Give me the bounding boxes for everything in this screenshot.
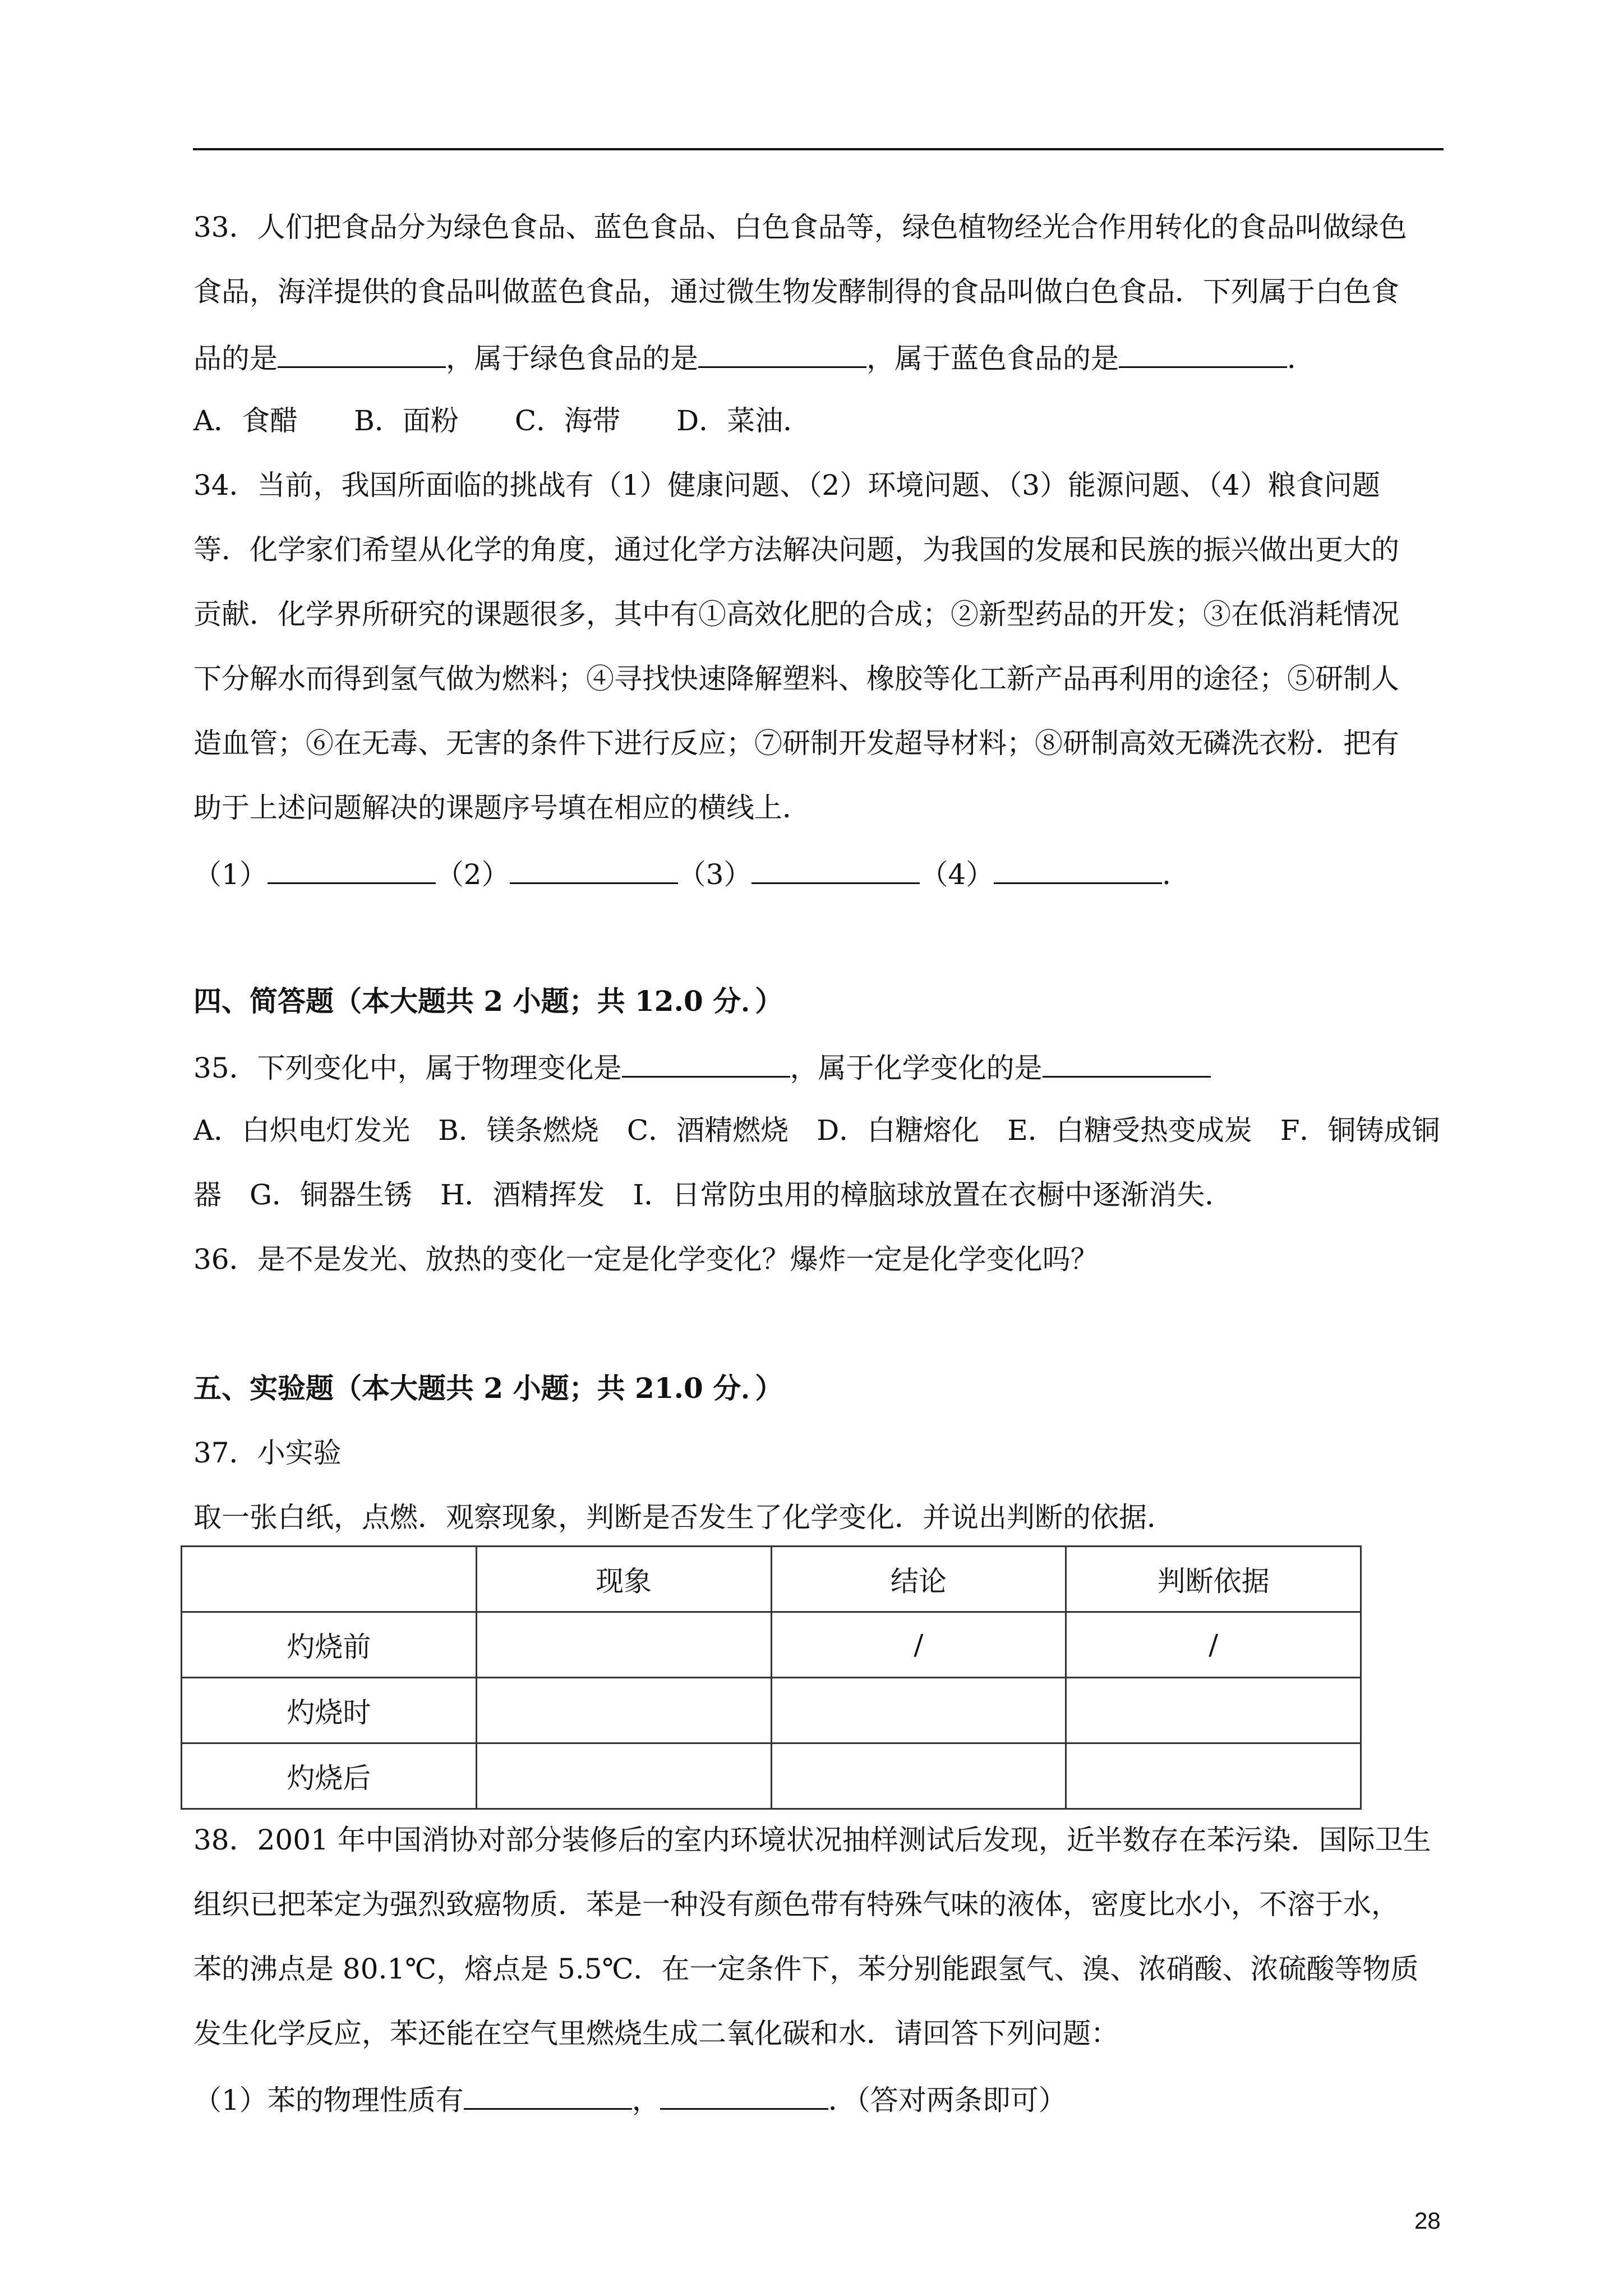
q38-line-3: 苯的沸点是 80.1℃，熔点是 5.5℃．在一定条件下，苯分别能跟氢气、溴、浓硝酸、浓硫酸等物质 [193, 1953, 1419, 1985]
q35-line-2: A．白炽电灯发光 B．镁条燃烧 C．酒精燃烧 D．白糖熔化 E．白糖受热变成炭 F．铜铸成铜 [193, 1114, 1440, 1147]
q33-option-a: A．食醋 [193, 404, 298, 437]
answer-blank-white-food[interactable] [278, 339, 446, 368]
q34-blank-label-4: （4） [920, 858, 994, 891]
q34-blank-label-1: （1） [193, 858, 268, 891]
q34-end-mark: ． [1162, 858, 1191, 891]
table-cell[interactable] [476, 1612, 771, 1678]
answer-blank-physical-change[interactable] [622, 1049, 790, 1078]
answer-blank-property-2[interactable] [660, 2081, 828, 2110]
answer-blank-chemical-change[interactable] [1043, 1049, 1211, 1078]
q33-text-a: 品的是 [193, 342, 278, 375]
table-cell[interactable] [1066, 1678, 1361, 1743]
table-row [182, 1612, 1361, 1678]
q38-line-1: 38．2001 年中国消协对部分装修后的室内环境状况抽样测试后发现，近半数存在苯污染．国际卫生 [193, 1824, 1431, 1856]
q33-line-3 [193, 339, 1315, 375]
answer-blank-food[interactable] [994, 855, 1162, 884]
q34-blank-label-2: （2） [435, 858, 510, 891]
table-row-label: 灼烧前 [182, 1612, 477, 1678]
table-header-cell: 现象 [476, 1547, 771, 1612]
table-cell: / [771, 1612, 1066, 1678]
table-header-cell [182, 1547, 477, 1612]
table-header-cell: 判断依据 [1066, 1547, 1361, 1612]
section-5-heading: 五、实验题（本大题共 2 小题；共 21.0 分．） [193, 1372, 783, 1405]
q33-text-c: ，属于蓝色食品的是 [866, 342, 1119, 375]
q33-option-d: D．菜油． [676, 404, 811, 437]
page-number: 28 [1414, 2207, 1441, 2234]
q33-options [193, 404, 811, 438]
q34-line-6: 助于上述问题解决的课题序号填在相应的横线上． [193, 792, 810, 824]
table-cell[interactable] [476, 1678, 771, 1743]
q34-line-1: 34．当前，我国所面临的挑战有（1）健康问题、（2）环境问题、（3）能源问题、（4）粮食问题 [193, 469, 1380, 501]
q33-line-1: 33．人们把食品分为绿色食品、蓝色食品、白色食品等，绿色植物经光合作用转化的食品叫做绿色 [193, 211, 1407, 243]
q35-line-1 [193, 1049, 1211, 1085]
q33-option-c: C．海带 [514, 404, 621, 437]
table-cell[interactable] [1066, 1743, 1361, 1809]
table-row [182, 1743, 1361, 1809]
q34-line-4: 下分解水而得到氢气做为燃料；④寻找快速降解塑料、橡胶等化工新产品再利用的途径；⑤研制人 [193, 662, 1399, 695]
q36-line-1: 36．是不是发光、放热的变化一定是化学变化？爆炸一定是化学变化吗？ [193, 1243, 1099, 1276]
table-row [182, 1678, 1361, 1743]
q34-blank-label-3: （3） [677, 858, 752, 891]
answer-blank-property-1[interactable] [464, 2081, 632, 2110]
q33-option-b: B．面粉 [354, 404, 459, 437]
q33-line-2: 食品，海洋提供的食品叫做蓝色食品，通过微生物发酵制得的食品叫做白色食品．下列属于白色食 [193, 275, 1399, 308]
q38-line-2: 组织已把苯定为强烈致癌物质．苯是一种没有颜色带有特殊气味的液体，密度比水小，不溶于水， [193, 1888, 1399, 1921]
q34-line-3: 贡献．化学界所研究的课题很多，其中有①高效化肥的合成；②新型药品的开发；③在低消耗情况 [193, 598, 1399, 631]
answer-blank-health[interactable] [268, 855, 436, 884]
answer-blank-blue-food[interactable] [1119, 339, 1287, 368]
table-row-label: 灼烧时 [182, 1678, 477, 1743]
q38-sub1-text-c: ．（答对两条即可） [828, 2084, 1067, 2116]
q38-line-4: 发生化学反应，苯还能在空气里燃烧生成二氧化碳和水．请回答下列问题： [193, 2017, 1119, 2050]
q35-line-3: 器 G．铜器生锈 H．酒精挥发 I．日常防虫用的樟脑球放置在衣橱中逐渐消失． [193, 1179, 1233, 1211]
table-cell: / [1066, 1612, 1361, 1678]
answer-blank-energy[interactable] [751, 855, 920, 884]
answer-blank-environment[interactable] [510, 855, 678, 884]
observation-table [181, 1545, 1362, 1810]
section-4-heading: 四、简答题（本大题共 2 小题；共 12.0 分．） [193, 984, 783, 1018]
q35-text-a: 35．下列变化中，属于物理变化是 [193, 1052, 622, 1084]
q38-sub1-text-b: ， [631, 2084, 660, 2116]
q33-text-b: ，属于绿色食品的是 [446, 342, 698, 375]
q37-instruction: 取一张白纸，点燃．观察现象，判断是否发生了化学变化．并说出判断的依据． [193, 1501, 1175, 1534]
q37-title: 37．小实验 [193, 1437, 342, 1469]
q38-sub-1 [193, 2081, 1067, 2117]
header-rule [193, 148, 1444, 150]
answer-blank-green-food[interactable] [698, 339, 866, 368]
q38-sub1-text-a: （1）苯的物理性质有 [193, 2084, 464, 2116]
table-cell[interactable] [771, 1678, 1066, 1743]
q34-answer-line [193, 855, 1190, 891]
table-header-cell: 结论 [771, 1547, 1066, 1612]
q34-line-2: 等．化学家们希望从化学的角度，通过化学方法解决问题，为我国的发展和民族的振兴做出更大的 [193, 533, 1399, 566]
table-header-row [182, 1547, 1361, 1612]
q35-text-b: ，属于化学变化的是 [790, 1052, 1043, 1084]
table-cell[interactable] [476, 1743, 771, 1809]
table-row-label: 灼烧后 [182, 1743, 477, 1809]
table-cell[interactable] [771, 1743, 1066, 1809]
q34-line-5: 造血管；⑥在无毒、无害的条件下进行反应；⑦研制开发超导材料；⑧研制高效无磷洗衣粉．把有 [193, 727, 1399, 760]
q33-text-d: ． [1287, 342, 1315, 375]
